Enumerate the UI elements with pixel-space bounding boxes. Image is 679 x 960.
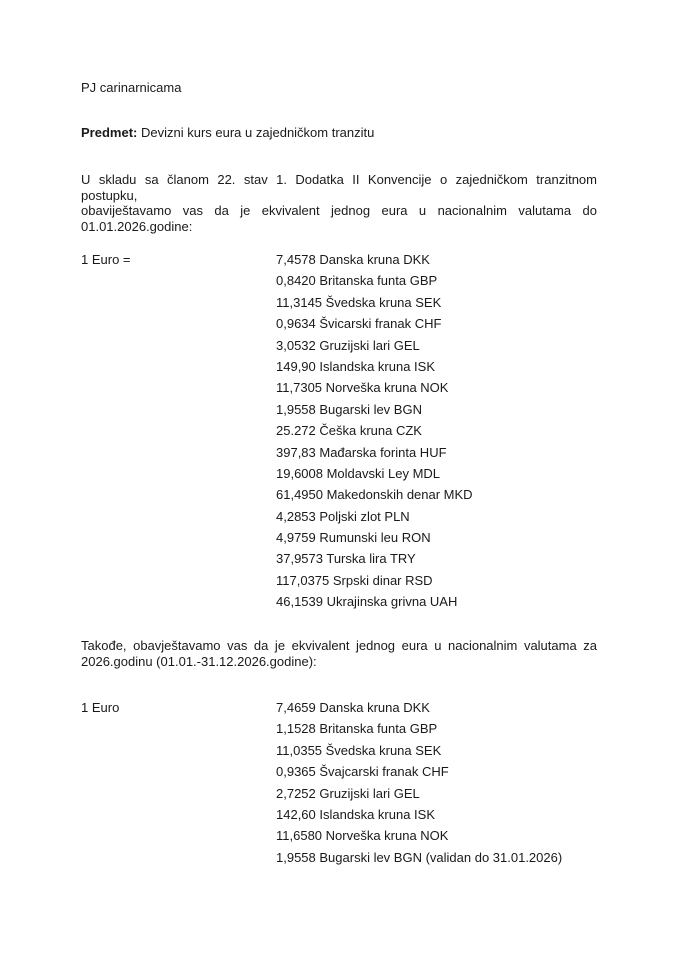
second-intro-paragraph bbox=[81, 638, 597, 669]
rate-row: 0,9365 Švajcarski franak CHF bbox=[276, 764, 449, 780]
rate-row: 1,9558 Bugarski lev BGN (validan do 31.01.2026) bbox=[276, 849, 563, 865]
rate-row: 11,0355 Švedska kruna SEK bbox=[276, 742, 442, 758]
rate-row: 0,8420 Britanska funta GBP bbox=[276, 273, 438, 289]
rate-row: 142,60 Islandska kruna ISK bbox=[276, 806, 435, 822]
rate-row: 0,9634 Švicarski franak CHF bbox=[276, 316, 442, 332]
intro-line-2: obaviještavamo vas da je ekvivalent jednog eura u nacionalnim valutama do bbox=[81, 203, 597, 218]
rates-table-1-label: 1 Euro = bbox=[81, 252, 131, 267]
second-intro-line-1: Takođe, obavještavamo vas da je ekvivalent jednog eura u nacionalnim valutama za bbox=[81, 638, 597, 653]
rate-row: 25.272 Češka kruna CZK bbox=[276, 423, 422, 439]
rates-table-1-list bbox=[276, 252, 473, 616]
second-intro-line-2: 2026.godinu (01.01.-31.12.2026.godine): bbox=[81, 653, 317, 669]
rate-row: 11,7305 Norveška kruna NOK bbox=[276, 380, 449, 396]
intro-paragraph bbox=[81, 172, 597, 234]
rate-row: 117,0375 Srpski dinar RSD bbox=[276, 572, 433, 588]
rate-row: 4,2853 Poljski zlot PLN bbox=[276, 508, 410, 524]
rate-row: 2,7252 Gruzijski lari GEL bbox=[276, 785, 420, 801]
rate-row: 19,6008 Moldavski Ley MDL bbox=[276, 465, 441, 481]
rate-row: 3,0532 Gruzijski lari GEL bbox=[276, 337, 420, 353]
rate-row: 1,1528 Britanska funta GBP bbox=[276, 721, 438, 737]
rate-row: 11,6580 Norveška kruna NOK bbox=[276, 828, 449, 844]
rate-row: 397,83 Mađarska forinta HUF bbox=[276, 444, 447, 460]
intro-line-1: U skladu sa članom 22. stav 1. Dodatka II Konvencije o zajedničkom tranzitnom postupku, bbox=[81, 172, 597, 203]
rate-row: 7,4659 Danska kruna DKK bbox=[276, 700, 430, 715]
subject-line bbox=[81, 125, 374, 141]
rate-row: 7,4578 Danska kruna DKK bbox=[276, 252, 430, 267]
rate-row: 4,9759 Rumunski leu RON bbox=[276, 530, 431, 546]
rate-row: 149,90 Islandska kruna ISK bbox=[276, 358, 435, 374]
rate-row: 1,9558 Bugarski lev BGN bbox=[276, 401, 422, 417]
subject-label: Predmet: bbox=[81, 125, 138, 140]
rate-row: 46,1539 Ukrajinska grivna UAH bbox=[276, 594, 458, 610]
rates-table-2-label: 1 Euro bbox=[81, 700, 120, 715]
rate-row: 11,3145 Švedska kruna SEK bbox=[276, 294, 442, 310]
rates-table-2-list bbox=[276, 700, 562, 871]
subject-text: Devizni kurs eura u zajedničkom tranzitu bbox=[140, 125, 375, 140]
rate-row: 61,4950 Makedonskih denar MKD bbox=[276, 487, 473, 503]
rate-row: 37,9573 Turska lira TRY bbox=[276, 551, 416, 567]
intro-line-3: 01.01.2026.godine: bbox=[81, 218, 193, 234]
recipient: PJ carinarnicama bbox=[81, 80, 182, 95]
